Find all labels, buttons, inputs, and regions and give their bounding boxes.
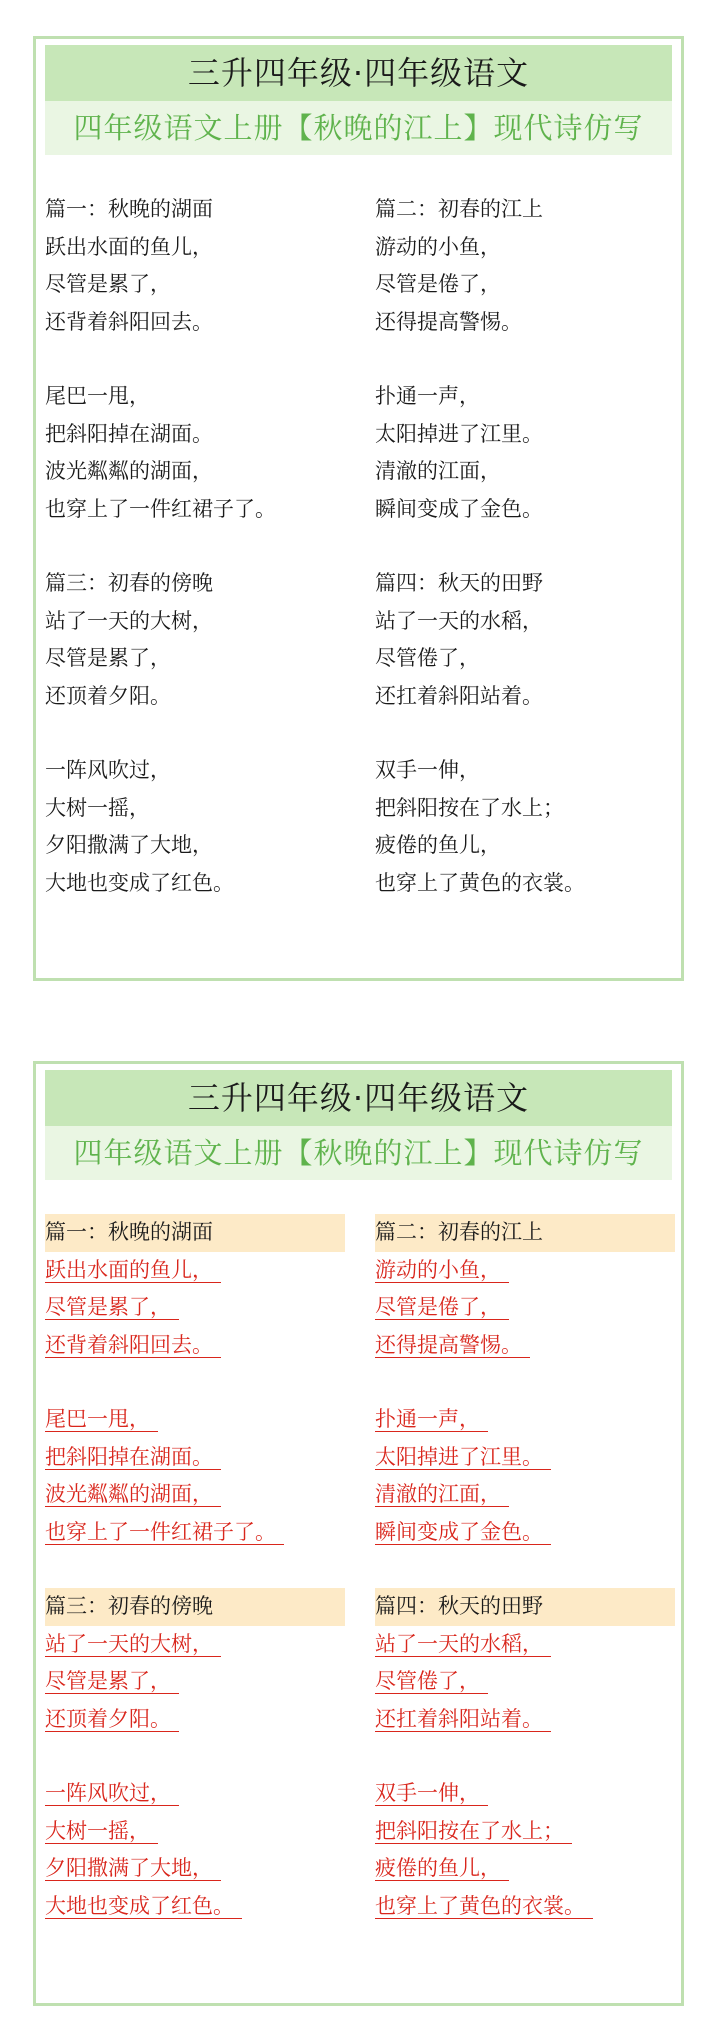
- poem-line-underlined: 站了一天的水稻，: [375, 1626, 675, 1664]
- poem-line-underlined: 大地也变成了红色。: [45, 1888, 345, 1926]
- poem-line: 一阵风吹过，: [45, 758, 171, 782]
- poem-line-underlined: 尽管是累了，: [45, 1663, 345, 1701]
- poem-line-underlined: 清澈的江面，: [375, 1476, 675, 1514]
- poem-line: 双手一伸，: [375, 758, 480, 782]
- poem-line: 波光粼粼的湖面，: [45, 459, 213, 483]
- poem-line-underlined: 尽管是倦了，: [375, 1289, 675, 1327]
- poem-line: 清澈的江面，: [375, 459, 501, 483]
- poem-line: 还顶着夕阳。: [45, 683, 171, 708]
- poem-heading: 篇三：初春的傍晚: [45, 571, 213, 595]
- stanza: [375, 191, 675, 341]
- poem-line-underlined: 游动的小鱼，: [375, 1252, 675, 1290]
- poem-card-plain: [33, 36, 684, 981]
- poem-line-underlined: 大树一摇，: [45, 1813, 345, 1851]
- poem-line: 还扛着斜阳站着。: [375, 683, 543, 708]
- stanza: [375, 1401, 675, 1551]
- poem-line-underlined: 尾巴一甩，: [45, 1401, 345, 1439]
- poem-heading: 篇四：秋天的田野: [375, 571, 543, 595]
- poem-card-annotated: [33, 1061, 684, 2006]
- left-column: [45, 1214, 345, 1925]
- poem-line-underlined: 跃出水面的鱼儿，: [45, 1252, 345, 1290]
- stanza: [45, 752, 345, 902]
- poem-line-underlined: 还得提高警惕。: [375, 1327, 675, 1365]
- poem-line: 尽管倦了，: [375, 646, 480, 670]
- page-subtitle: 四年级语文上册【秋晚的江上】现代诗仿写: [45, 101, 672, 155]
- poem-line-underlined: 夕阳撒满了大地，: [45, 1850, 345, 1888]
- stanza: [45, 1401, 345, 1551]
- poem-line: 夕阳撒满了大地，: [45, 833, 213, 857]
- poem-line-underlined: 也穿上了黄色的衣裳。: [375, 1888, 675, 1926]
- right-column: [375, 1214, 675, 1925]
- stanza: [375, 752, 675, 902]
- stanza: [375, 1214, 675, 1364]
- poem-line: 瞬间变成了金色。: [375, 496, 543, 521]
- poem-line: 也穿上了黄色的衣裳。: [375, 870, 585, 895]
- poem-line-underlined: 把斜阳按在了水上；: [375, 1813, 675, 1851]
- poem-line: 还背着斜阳回去。: [45, 309, 213, 334]
- poem-line: 站了一天的水稻，: [375, 608, 543, 633]
- stanza: [45, 1588, 345, 1738]
- poem-line: 还得提高警惕。: [375, 309, 522, 334]
- stanza: [45, 1214, 345, 1364]
- poem-heading-highlighted: 篇三：初春的傍晚: [45, 1588, 345, 1626]
- stanza: [45, 1775, 345, 1925]
- stanza: [375, 565, 675, 715]
- poem-line: 尽管是累了，: [45, 272, 171, 296]
- poem-line-underlined: 瞬间变成了金色。: [375, 1514, 675, 1552]
- poem-line: 跃出水面的鱼儿，: [45, 234, 213, 259]
- poem-line-underlined: 双手一伸，: [375, 1775, 675, 1813]
- stanza: [375, 1775, 675, 1925]
- poem-line-underlined: 扑通一声，: [375, 1401, 675, 1439]
- poem-line: 太阳掉进了江里。: [375, 421, 543, 446]
- poem-line: 疲倦的鱼儿，: [375, 833, 501, 857]
- stanza: [375, 378, 675, 528]
- poem-line-underlined: 还顶着夕阳。: [45, 1701, 345, 1739]
- poem-line: 大地也变成了红色。: [45, 870, 234, 895]
- left-column: [45, 191, 345, 902]
- poem-line-underlined: 一阵风吹过，: [45, 1775, 345, 1813]
- page-subtitle: 四年级语文上册【秋晚的江上】现代诗仿写: [45, 1126, 672, 1180]
- poem-line-underlined: 尽管是累了，: [45, 1289, 345, 1327]
- stanza: [45, 565, 345, 715]
- stanza: [45, 378, 345, 528]
- poem-line: 也穿上了一件红裙子了。: [45, 496, 276, 521]
- poem-line-underlined: 站了一天的大树，: [45, 1626, 345, 1664]
- poem-line-underlined: 疲倦的鱼儿，: [375, 1850, 675, 1888]
- poem-line-underlined: 太阳掉进了江里。: [375, 1439, 675, 1477]
- page-title: 三升四年级·四年级语文: [45, 1070, 672, 1126]
- poem-line: 尽管是倦了，: [375, 272, 501, 296]
- right-column: [375, 191, 675, 902]
- poem-heading: 篇二：初春的江上: [375, 197, 543, 221]
- poem-line: 站了一天的大树，: [45, 608, 213, 633]
- poem-line: 把斜阳掉在湖面。: [45, 421, 213, 446]
- stanza: [375, 1588, 675, 1738]
- poem-line: 扑通一声，: [375, 384, 480, 408]
- poem-line-underlined: 把斜阳掉在湖面。: [45, 1439, 345, 1477]
- poem-heading-highlighted: 篇一：秋晚的湖面: [45, 1214, 345, 1252]
- poem-heading-highlighted: 篇二：初春的江上: [375, 1214, 675, 1252]
- poem-line-underlined: 尽管倦了，: [375, 1663, 675, 1701]
- poem-line-underlined: 还背着斜阳回去。: [45, 1327, 345, 1365]
- poem-line: 把斜阳按在了水上；: [375, 795, 564, 820]
- poem-line: 大树一摇，: [45, 795, 150, 820]
- poem-heading-highlighted: 篇四：秋天的田野: [375, 1588, 675, 1626]
- poem-line: 游动的小鱼，: [375, 234, 501, 259]
- poem-line-underlined: 也穿上了一件红裙子了。: [45, 1514, 345, 1552]
- page-title: 三升四年级·四年级语文: [45, 45, 672, 101]
- poem-line: 尾巴一甩，: [45, 384, 150, 408]
- poem-line: 尽管是累了，: [45, 646, 171, 670]
- stanza: [45, 191, 345, 341]
- poem-line-underlined: 波光粼粼的湖面，: [45, 1476, 345, 1514]
- poem-heading: 篇一：秋晚的湖面: [45, 197, 213, 221]
- poem-line-underlined: 还扛着斜阳站着。: [375, 1701, 675, 1739]
